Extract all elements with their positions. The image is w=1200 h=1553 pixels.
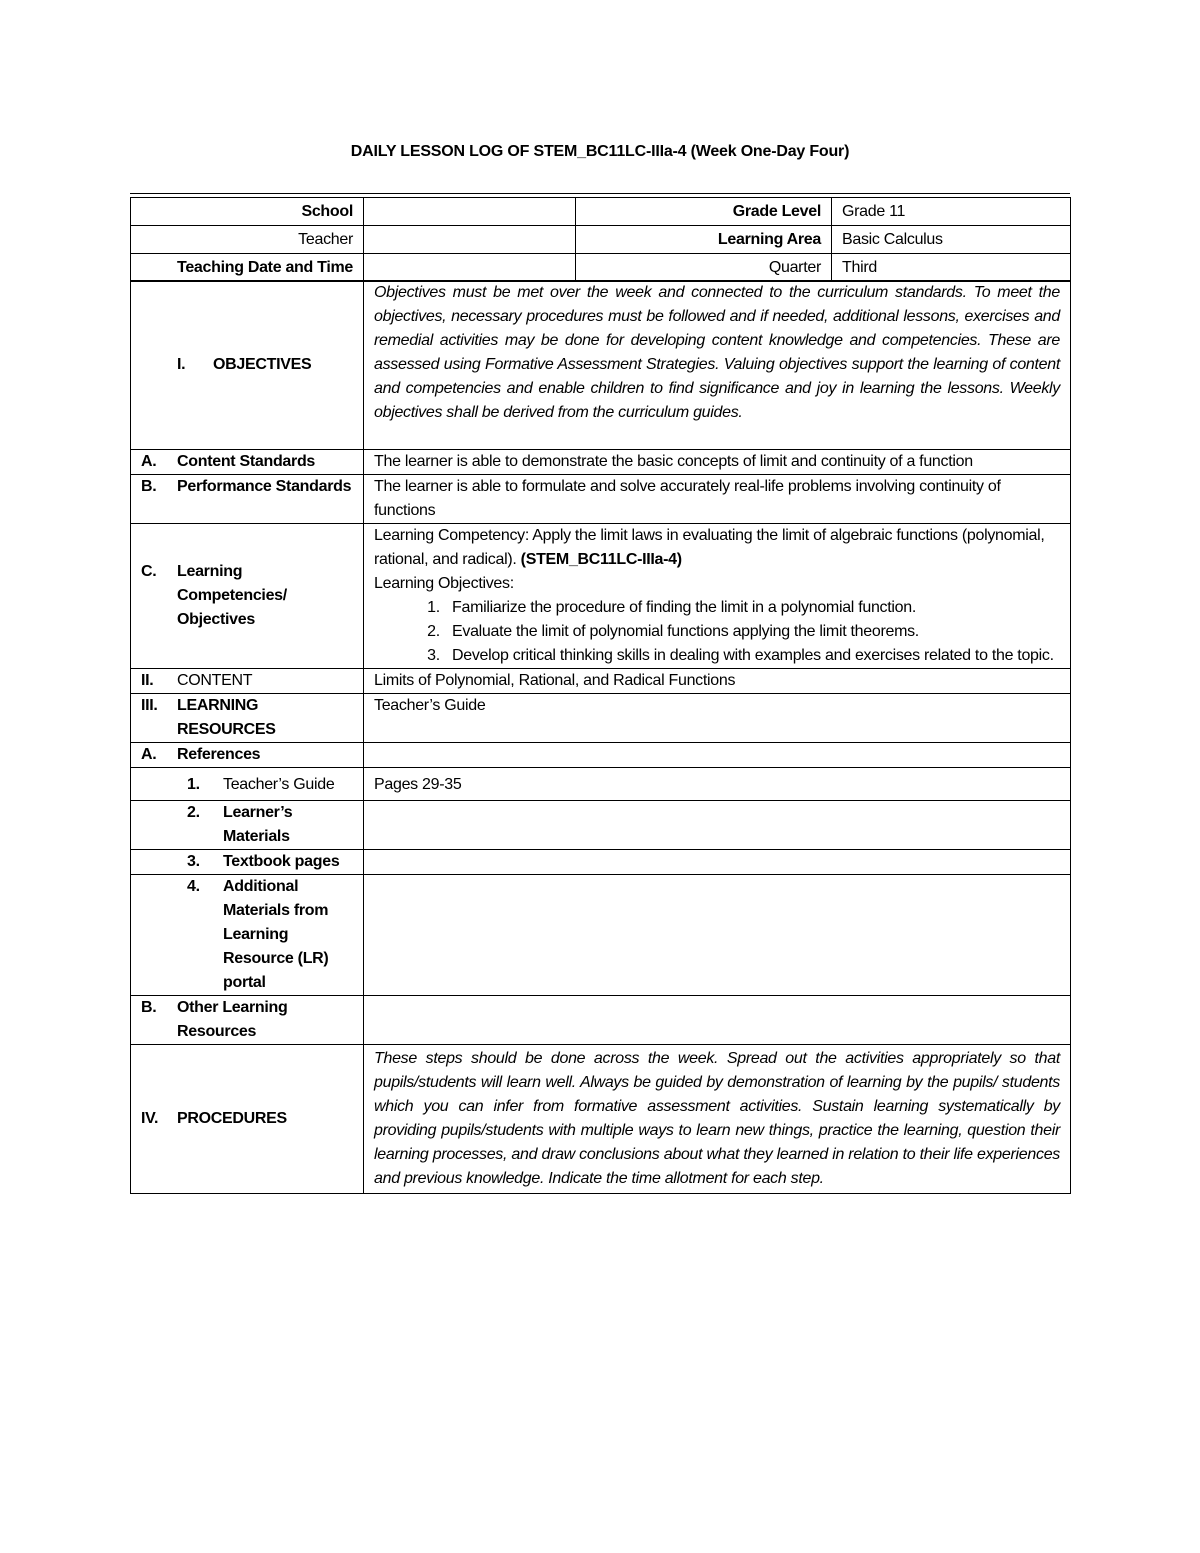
learners-materials-label-cell bbox=[131, 801, 364, 850]
competencies-cell bbox=[364, 524, 1071, 669]
performance-standards-label-cell bbox=[131, 475, 364, 524]
teacher-label: Teacher bbox=[131, 226, 364, 254]
learners-materials-num: 2. bbox=[187, 804, 200, 821]
quarter-value: Third bbox=[832, 254, 1071, 282]
row-other-resources bbox=[131, 996, 1071, 1045]
competencies-label: Learning Competencies/ Objectives bbox=[177, 563, 287, 628]
quarter-label: Quarter bbox=[576, 254, 832, 282]
other-resources-label-cell bbox=[131, 996, 364, 1045]
textbook-pages-text bbox=[364, 850, 1071, 875]
row-learners-materials bbox=[131, 801, 1071, 850]
learning-objectives-heading: Learning Objectives: bbox=[374, 575, 514, 592]
references-label: References bbox=[177, 746, 261, 763]
competencies-num: C. bbox=[141, 563, 157, 580]
objectives-num: I. bbox=[177, 356, 186, 373]
row-objectives bbox=[131, 281, 1071, 450]
textbook-pages-label: Textbook pages bbox=[223, 853, 340, 870]
content-num: II. bbox=[141, 672, 154, 689]
header-table bbox=[130, 197, 1071, 282]
row-teachers-guide bbox=[131, 768, 1071, 801]
content-standards-num: A. bbox=[141, 453, 157, 470]
performance-standards-text: The learner is able to formulate and solve accurately real-life problems involving continuity of functions bbox=[364, 475, 1071, 524]
procedures-text: These steps should be done across the week. Spread out the activities appropriately so that pupils/students will learn well. Always be guided by demonstration of learning by the pupils/ students which you can infer from formative assessment activities. Sustain learning systematically by providing pupils/students with multiple ways to learn new things, practice the learning, question their learning processes, and draw conclusions about what they learned in relation to their life experiences and previous knowledge. Indicate the time allotment for each step. bbox=[364, 1045, 1071, 1194]
school-value bbox=[364, 198, 576, 226]
performance-standards-label: Performance Standards bbox=[177, 478, 352, 495]
school-label: School bbox=[131, 198, 364, 226]
textbook-pages-num: 3. bbox=[187, 853, 200, 870]
row-content-standards bbox=[131, 450, 1071, 475]
date-value bbox=[364, 254, 576, 282]
top-rule bbox=[130, 193, 1070, 194]
teachers-guide-text: Pages 29-35 bbox=[364, 768, 1071, 801]
other-resources-num: B. bbox=[141, 999, 157, 1016]
performance-standards-num: B. bbox=[141, 478, 157, 495]
learners-materials-text bbox=[364, 801, 1071, 850]
row-content bbox=[131, 669, 1071, 694]
content-text: Limits of Polynomial, Rational, and Radical Functions bbox=[364, 669, 1071, 694]
grade-level-value: Grade 11 bbox=[832, 198, 1071, 226]
lesson-log-table bbox=[130, 280, 1071, 1194]
content-standards-label: Content Standards bbox=[177, 453, 316, 470]
row-textbook-pages bbox=[131, 850, 1071, 875]
learning-resources-text: Teacher’s Guide bbox=[364, 694, 1071, 743]
teachers-guide-num: 1. bbox=[187, 776, 200, 793]
competencies-label-cell bbox=[131, 524, 364, 669]
learning-objective-item: 2. Evaluate the limit of polynomial functions applying the limit theorems. bbox=[444, 620, 1060, 644]
grade-level-label: Grade Level bbox=[576, 198, 832, 226]
teachers-guide-label: Teacher’s Guide bbox=[223, 776, 335, 793]
procedures-label-cell bbox=[131, 1045, 364, 1194]
learning-area-value: Basic Calculus bbox=[832, 226, 1071, 254]
additional-materials-text bbox=[364, 875, 1071, 996]
competency-text: Learning Competency: Apply the limit laws in evaluating the limit of algebraic functions (polynomial, rational, and radical). bbox=[374, 527, 1045, 568]
procedures-label: PROCEDURES bbox=[177, 1110, 287, 1127]
learning-objective-item: 3. Develop critical thinking skills in dealing with examples and exercises related to the topic. bbox=[444, 644, 1060, 668]
teachers-guide-label-cell bbox=[131, 768, 364, 801]
row-additional-materials bbox=[131, 875, 1071, 996]
header-row-date bbox=[131, 254, 1071, 282]
teacher-value bbox=[364, 226, 576, 254]
row-competencies bbox=[131, 524, 1071, 669]
row-procedures bbox=[131, 1045, 1071, 1194]
learners-materials-label: Learner’s Materials bbox=[223, 804, 293, 845]
procedures-num: IV. bbox=[141, 1110, 159, 1127]
row-learning-resources bbox=[131, 694, 1071, 743]
objectives-label-cell bbox=[131, 281, 364, 450]
additional-materials-label-cell bbox=[131, 875, 364, 996]
document-title: DAILY LESSON LOG OF STEM_BC11LC-IIIa-4 (Week One-Day Four) bbox=[350, 143, 850, 160]
additional-materials-num: 4. bbox=[187, 878, 200, 895]
row-performance-standards bbox=[131, 475, 1071, 524]
objectives-label: OBJECTIVES bbox=[213, 356, 312, 373]
learning-resources-label-cell bbox=[131, 694, 364, 743]
competency-code: (STEM_BC11LC-IIIa-4) bbox=[520, 551, 682, 568]
row-references bbox=[131, 743, 1071, 768]
content-label: CONTENT bbox=[177, 672, 253, 689]
header-row-school bbox=[131, 198, 1071, 226]
references-label-cell bbox=[131, 743, 364, 768]
objectives-text: Objectives must be met over the week and connected to the curriculum standards. To meet the objectives, necessary procedures must be followed and if needed, additional lessons, exercises and remedial activities may be done for developing content knowledge and competencies. These are assessed using Formative Assessment Strategies. Valuing objectives support the learning of content and competencies and enable children to find significance and joy in learning the lessons. Weekly objectives shall be derived from the curriculum guides. bbox=[364, 281, 1071, 450]
other-resources-label: Other Learning Resources bbox=[177, 999, 288, 1040]
learning-area-label: Learning Area bbox=[576, 226, 832, 254]
content-standards-label-cell bbox=[131, 450, 364, 475]
learning-objective-item: 1. Familiarize the procedure of finding the limit in a polynomial function. bbox=[444, 596, 1060, 620]
content-label-cell bbox=[131, 669, 364, 694]
header-row-teacher bbox=[131, 226, 1071, 254]
references-text bbox=[364, 743, 1071, 768]
learning-resources-label: LEARNING RESOURCES bbox=[177, 697, 276, 738]
date-label: Teaching Date and Time bbox=[131, 254, 364, 282]
other-resources-text bbox=[364, 996, 1071, 1045]
learning-resources-num: III. bbox=[141, 697, 158, 714]
content-standards-text: The learner is able to demonstrate the basic concepts of limit and continuity of a function bbox=[364, 450, 1071, 475]
references-num: A. bbox=[141, 746, 157, 763]
additional-materials-label: Additional Materials from Learning Resource (LR) portal bbox=[223, 878, 329, 991]
learning-objectives-list bbox=[374, 596, 1060, 668]
textbook-pages-label-cell bbox=[131, 850, 364, 875]
